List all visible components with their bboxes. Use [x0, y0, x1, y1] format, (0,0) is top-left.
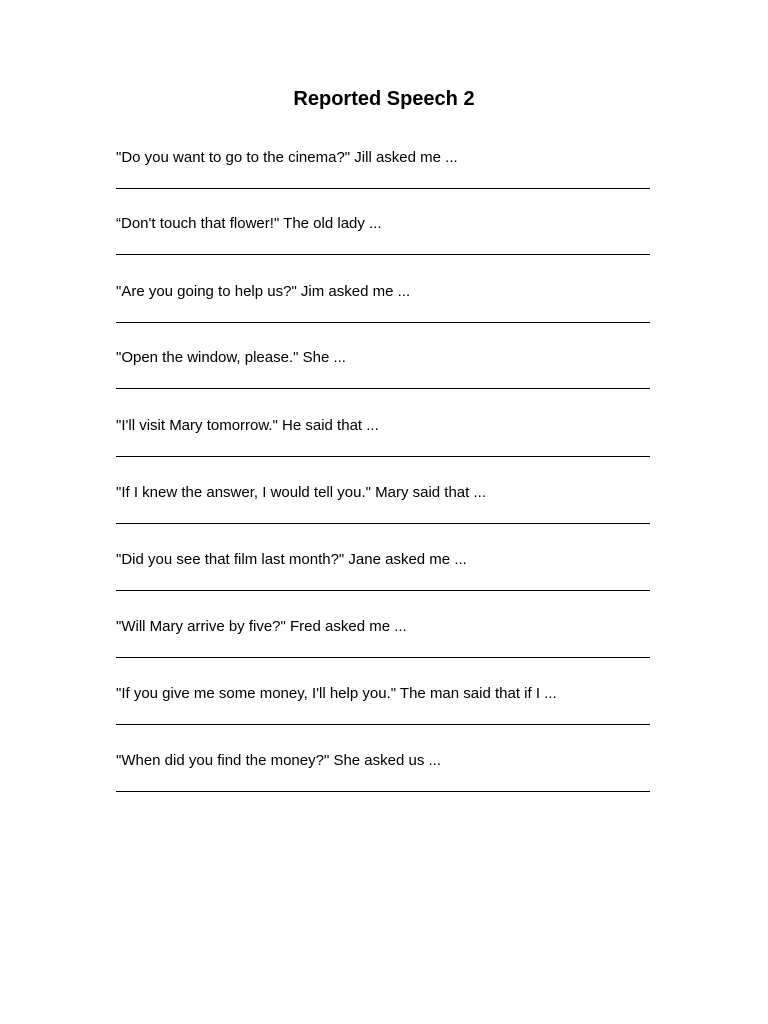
exercise-prompt: "If I knew the answer, I would tell you." Mary said that ... [116, 484, 486, 501]
exercise-prompt: "Did you see that film last month?" Jane asked me ... [116, 551, 467, 568]
exercise-item [116, 348, 650, 408]
answer-line[interactable] [116, 456, 650, 457]
exercise-item [116, 550, 650, 610]
exercise-prompt: “Don't touch that flower!" The old lady ... [116, 215, 382, 232]
exercise-item [116, 148, 650, 208]
exercise-prompt: "When did you find the money?" She asked us ... [116, 752, 442, 769]
exercise-item [116, 751, 650, 811]
answer-line[interactable] [116, 724, 650, 725]
exercise-prompt: "Open the window, please." She ... [116, 349, 346, 366]
exercise-item [116, 483, 650, 543]
exercise-prompt: "If you give me some money, I'll help you." The man said that if I ... [116, 685, 557, 702]
answer-line[interactable] [116, 590, 650, 591]
answer-line[interactable] [116, 388, 650, 389]
exercise-item [116, 416, 650, 476]
answer-line[interactable] [116, 254, 650, 255]
answer-line[interactable] [116, 188, 650, 189]
answer-line[interactable] [116, 322, 650, 323]
exercise-prompt: "Do you want to go to the cinema?" Jill asked me ... [116, 149, 458, 166]
page-title: Reported Speech 2 [293, 88, 475, 110]
exercise-item [116, 684, 650, 744]
answer-line[interactable] [116, 791, 650, 792]
exercise-prompt: "I'll visit Mary tomorrow." He said that ... [116, 417, 379, 434]
exercise-item [116, 617, 650, 677]
exercise-item [116, 214, 650, 274]
answer-line[interactable] [116, 657, 650, 658]
exercise-prompt: "Will Mary arrive by five?" Fred asked me ... [116, 618, 407, 635]
answer-line[interactable] [116, 523, 650, 524]
exercise-prompt: "Are you going to help us?" Jim asked me ... [116, 283, 411, 300]
exercise-item [116, 282, 650, 342]
